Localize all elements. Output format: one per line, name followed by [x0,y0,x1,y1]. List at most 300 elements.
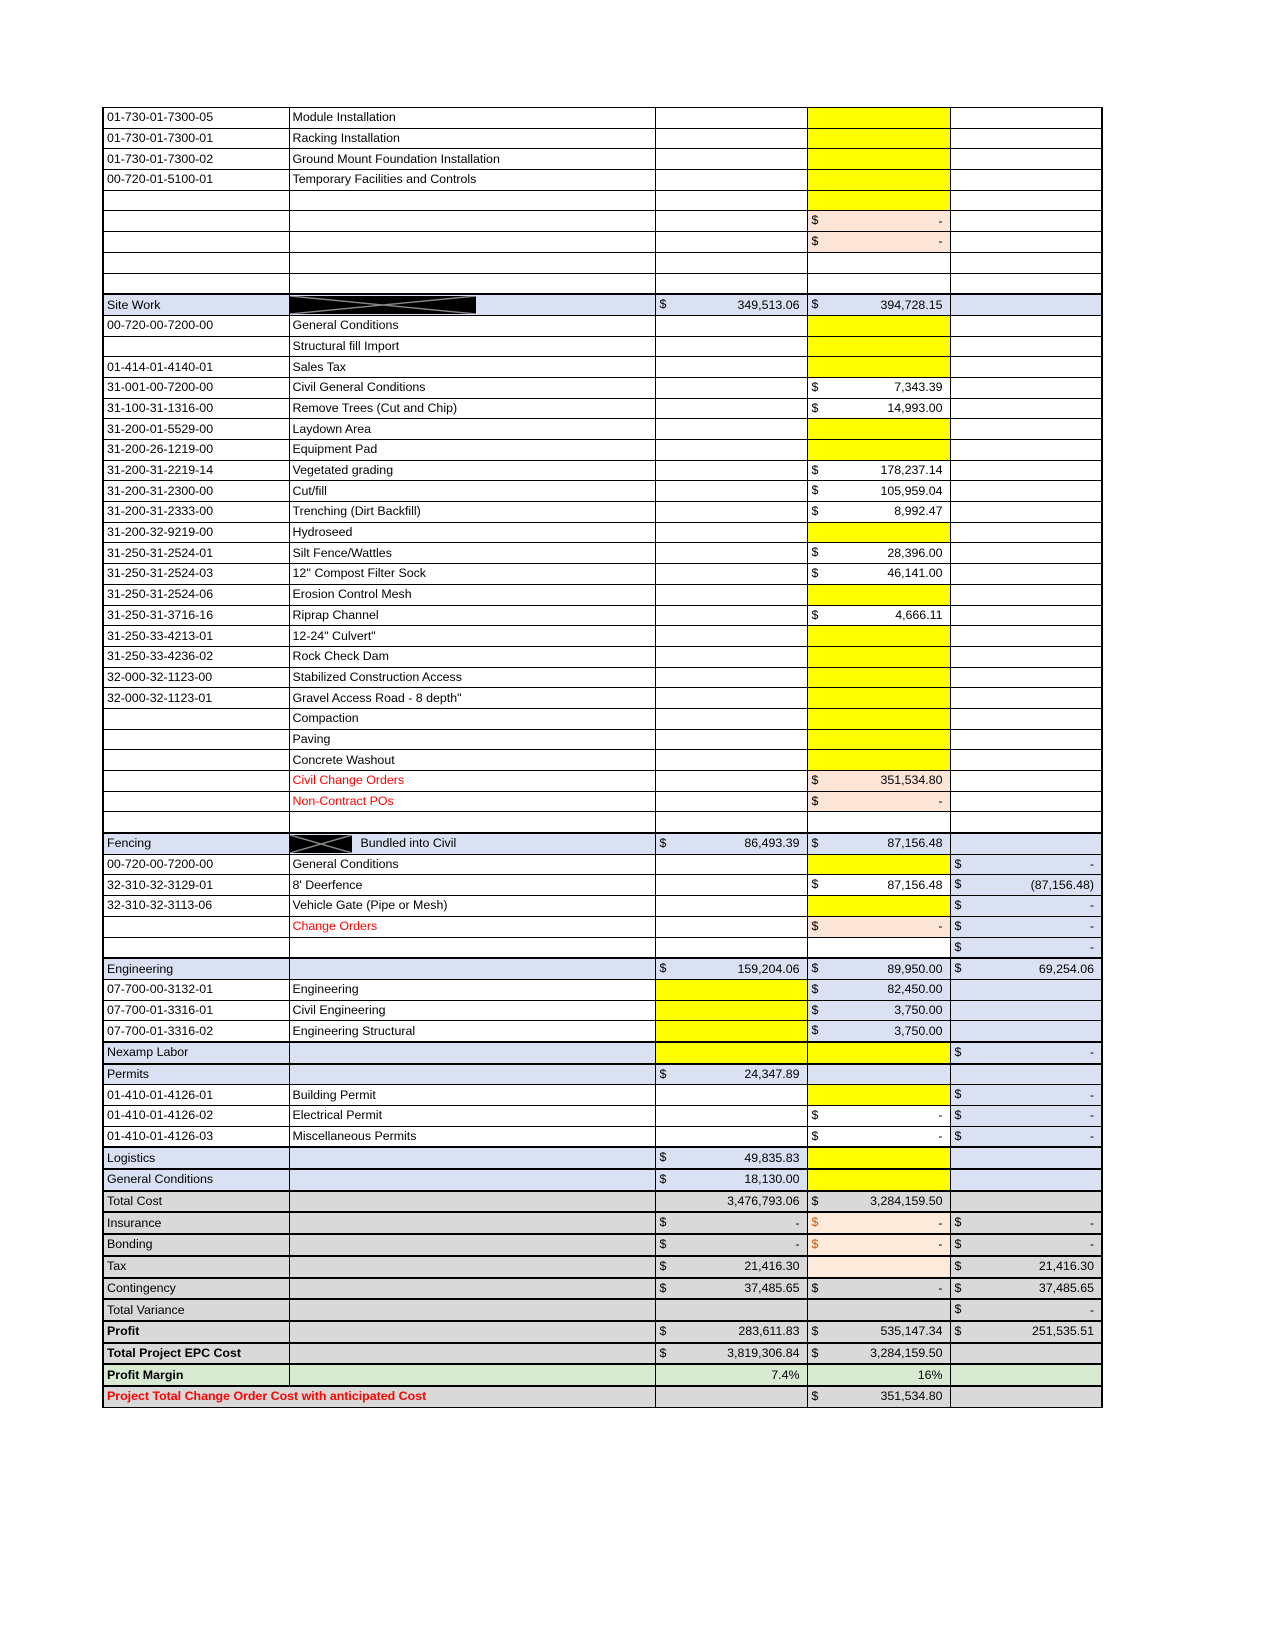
cell-actual[interactable] [807,481,950,502]
cell-actual[interactable] [807,190,950,211]
cell-budget[interactable] [655,854,807,875]
cell-budget[interactable] [655,440,807,461]
cell-cost-code[interactable] [103,1106,289,1127]
cell-variance[interactable] [950,1085,1102,1106]
cell-actual[interactable] [807,460,950,481]
cell-actual[interactable] [807,750,950,771]
cell-budget[interactable] [655,170,807,191]
cell-cost-code[interactable] [103,294,289,315]
cell-variance[interactable] [950,211,1102,232]
cell-budget[interactable] [655,791,807,812]
cell-cost-code[interactable] [103,1021,289,1042]
cell-actual[interactable] [807,1299,950,1321]
cell-variance[interactable] [950,336,1102,357]
cell-actual[interactable] [807,833,950,854]
cell-budget[interactable] [655,273,807,294]
cell-budget[interactable] [655,626,807,647]
cell-variance[interactable] [950,688,1102,709]
cell-cost-code[interactable] [103,1147,289,1169]
cell-cost-code[interactable] [103,1042,289,1064]
cell-cost-code[interactable] [103,1299,289,1321]
cell-cost-code[interactable] [103,1191,289,1213]
cell-actual[interactable] [807,1212,950,1234]
cell-description[interactable] [289,170,655,191]
cell-budget[interactable] [655,896,807,917]
cell-actual[interactable] [807,1191,950,1213]
cell-variance[interactable] [950,1126,1102,1147]
cell-cost-code[interactable] [103,646,289,667]
cell-actual[interactable] [807,398,950,419]
cell-description[interactable] [289,543,655,564]
cell-cost-code[interactable] [103,1169,289,1191]
cell-budget[interactable] [655,419,807,440]
cell-actual[interactable] [807,979,950,1000]
cell-budget[interactable] [655,522,807,543]
cell-description[interactable] [289,315,655,336]
cell-description[interactable] [289,440,655,461]
cell-actual[interactable] [807,419,950,440]
cell-budget[interactable] [655,1343,807,1365]
cell-variance[interactable] [950,875,1102,896]
cell-variance[interactable] [950,1212,1102,1234]
cell-actual[interactable] [807,1085,950,1106]
cell-budget[interactable] [655,108,807,129]
cell-budget[interactable] [655,750,807,771]
cell-description[interactable] [289,1106,655,1127]
cell-description[interactable] [289,875,655,896]
cell-description[interactable] [289,958,655,979]
cell-actual[interactable] [807,1321,950,1343]
cell-actual[interactable] [807,377,950,398]
cell-actual[interactable] [807,564,950,585]
cell-description[interactable] [289,896,655,917]
cell-budget[interactable] [655,1042,807,1064]
cell-actual[interactable] [807,1126,950,1147]
cell-actual[interactable] [807,896,950,917]
cell-actual[interactable] [807,502,950,523]
cell-variance[interactable] [950,149,1102,170]
cell-budget[interactable] [655,398,807,419]
cell-cost-code[interactable] [103,273,289,294]
cell-variance[interactable] [950,791,1102,812]
cell-actual[interactable] [807,170,950,191]
cell-budget[interactable] [655,646,807,667]
cell-variance[interactable] [950,377,1102,398]
cell-cost-code[interactable] [103,1064,289,1085]
cell-description[interactable] [289,584,655,605]
cell-variance[interactable] [950,1256,1102,1278]
cell-description[interactable] [289,771,655,792]
cell-budget[interactable] [655,1299,807,1321]
cell-description[interactable] [289,252,655,273]
cell-budget[interactable] [655,1106,807,1127]
cell-budget[interactable] [655,1169,807,1191]
cell-variance[interactable] [950,398,1102,419]
cell-cost-code[interactable] [103,605,289,626]
cell-budget[interactable] [655,460,807,481]
cell-variance[interactable] [950,916,1102,937]
cell-actual[interactable] [807,1343,950,1365]
cell-description[interactable] [289,1169,655,1191]
cell-description[interactable] [289,398,655,419]
cell-budget[interactable] [655,1278,807,1300]
cell-budget[interactable] [655,252,807,273]
cell-cost-code[interactable] [103,108,289,129]
cell-variance[interactable] [950,1278,1102,1300]
cell-cost-code[interactable] [103,688,289,709]
cell-variance[interactable] [950,812,1102,833]
cell-description[interactable] [289,833,655,854]
cell-actual[interactable] [807,667,950,688]
cell-variance[interactable] [950,502,1102,523]
cell-variance[interactable] [950,522,1102,543]
cell-variance[interactable] [950,108,1102,129]
cell-description[interactable] [289,190,655,211]
cell-description[interactable] [289,460,655,481]
cell-variance[interactable] [950,833,1102,854]
cell-cost-code[interactable] [103,1126,289,1147]
cell-cost-code[interactable] [103,1386,655,1407]
cell-cost-code[interactable] [103,1278,289,1300]
cell-variance[interactable] [950,708,1102,729]
cell-cost-code[interactable] [103,1212,289,1234]
cell-cost-code[interactable] [103,979,289,1000]
cell-description[interactable] [289,812,655,833]
cell-variance[interactable] [950,170,1102,191]
cell-cost-code[interactable] [103,1364,289,1386]
cell-description[interactable] [289,1147,655,1169]
cell-cost-code[interactable] [103,1256,289,1278]
cell-cost-code[interactable] [103,149,289,170]
cell-variance[interactable] [950,605,1102,626]
cell-variance[interactable] [950,896,1102,917]
cell-description[interactable] [289,273,655,294]
cell-actual[interactable] [807,1234,950,1256]
cell-actual[interactable] [807,1021,950,1042]
cell-variance[interactable] [950,543,1102,564]
cell-cost-code[interactable] [103,729,289,750]
cell-description[interactable] [289,916,655,937]
cell-variance[interactable] [950,232,1102,253]
cell-variance[interactable] [950,626,1102,647]
cell-description[interactable] [289,729,655,750]
cell-cost-code[interactable] [103,1085,289,1106]
cell-actual[interactable] [807,875,950,896]
cell-actual[interactable] [807,294,950,315]
cell-actual[interactable] [807,315,950,336]
cell-actual[interactable] [807,211,950,232]
cell-description[interactable] [289,522,655,543]
cell-variance[interactable] [950,481,1102,502]
cell-variance[interactable] [950,1064,1102,1085]
cell-budget[interactable] [655,211,807,232]
cell-budget[interactable] [655,232,807,253]
cell-variance[interactable] [950,273,1102,294]
cell-actual[interactable] [807,646,950,667]
cell-variance[interactable] [950,1191,1102,1213]
cell-cost-code[interactable] [103,252,289,273]
cell-cost-code[interactable] [103,1000,289,1021]
cell-description[interactable] [289,667,655,688]
cell-description[interactable] [289,626,655,647]
cell-actual[interactable] [807,771,950,792]
cell-actual[interactable] [807,688,950,709]
cell-budget[interactable] [655,916,807,937]
cell-description[interactable] [289,336,655,357]
cell-description[interactable] [289,1321,655,1343]
cell-variance[interactable] [950,1147,1102,1169]
cell-actual[interactable] [807,812,950,833]
cell-description[interactable] [289,1042,655,1064]
cell-budget[interactable] [655,833,807,854]
cell-description[interactable] [289,1191,655,1213]
cell-cost-code[interactable] [103,771,289,792]
cell-cost-code[interactable] [103,543,289,564]
cell-actual[interactable] [807,916,950,937]
cell-budget[interactable] [655,1064,807,1085]
cell-variance[interactable] [950,357,1102,378]
cell-cost-code[interactable] [103,564,289,585]
cell-description[interactable] [289,750,655,771]
cell-budget[interactable] [655,688,807,709]
cell-budget[interactable] [655,1256,807,1278]
cell-variance[interactable] [950,128,1102,149]
cell-description[interactable] [289,1126,655,1147]
cell-variance[interactable] [950,315,1102,336]
cell-budget[interactable] [655,1212,807,1234]
cell-cost-code[interactable] [103,460,289,481]
cell-variance[interactable] [950,1364,1102,1386]
cell-actual[interactable] [807,108,950,129]
cell-cost-code[interactable] [103,377,289,398]
cell-actual[interactable] [807,1364,950,1386]
cell-cost-code[interactable] [103,232,289,253]
cell-variance[interactable] [950,1000,1102,1021]
cell-cost-code[interactable] [103,667,289,688]
cell-budget[interactable] [655,190,807,211]
cell-actual[interactable] [807,626,950,647]
cell-actual[interactable] [807,584,950,605]
cell-description[interactable] [289,1278,655,1300]
cell-cost-code[interactable] [103,170,289,191]
cell-actual[interactable] [807,522,950,543]
cell-variance[interactable] [950,1106,1102,1127]
cell-budget[interactable] [655,1021,807,1042]
cell-description[interactable] [289,1364,655,1386]
cell-budget[interactable] [655,377,807,398]
cell-variance[interactable] [950,1234,1102,1256]
cell-budget[interactable] [655,336,807,357]
cell-budget[interactable] [655,315,807,336]
cell-cost-code[interactable] [103,937,289,958]
cell-description[interactable] [289,232,655,253]
cell-budget[interactable] [655,958,807,979]
cell-variance[interactable] [950,1321,1102,1343]
cell-variance[interactable] [950,1386,1102,1407]
cell-cost-code[interactable] [103,128,289,149]
cell-budget[interactable] [655,128,807,149]
cell-budget[interactable] [655,708,807,729]
cell-variance[interactable] [950,1299,1102,1321]
cell-variance[interactable] [950,294,1102,315]
cell-actual[interactable] [807,232,950,253]
cell-description[interactable] [289,854,655,875]
cell-variance[interactable] [950,564,1102,585]
cell-variance[interactable] [950,460,1102,481]
cell-cost-code[interactable] [103,1343,289,1365]
cell-budget[interactable] [655,1126,807,1147]
cell-budget[interactable] [655,1364,807,1386]
cell-actual[interactable] [807,1386,950,1407]
cell-actual[interactable] [807,336,950,357]
cell-description[interactable] [289,149,655,170]
cell-description[interactable] [289,128,655,149]
cell-actual[interactable] [807,1064,950,1085]
cell-cost-code[interactable] [103,916,289,937]
cell-budget[interactable] [655,1234,807,1256]
cell-cost-code[interactable] [103,626,289,647]
cell-description[interactable] [289,1085,655,1106]
cell-cost-code[interactable] [103,315,289,336]
cell-cost-code[interactable] [103,896,289,917]
cell-actual[interactable] [807,1278,950,1300]
cell-variance[interactable] [950,937,1102,958]
cell-description[interactable] [289,357,655,378]
cell-budget[interactable] [655,502,807,523]
cell-variance[interactable] [950,729,1102,750]
cell-actual[interactable] [807,1042,950,1064]
cell-description[interactable] [289,688,655,709]
cell-description[interactable] [289,708,655,729]
cell-actual[interactable] [807,149,950,170]
cell-actual[interactable] [807,1000,950,1021]
cell-cost-code[interactable] [103,708,289,729]
cell-description[interactable] [289,1343,655,1365]
cell-variance[interactable] [950,667,1102,688]
cell-budget[interactable] [655,771,807,792]
cell-budget[interactable] [655,584,807,605]
cell-budget[interactable] [655,1147,807,1169]
cell-actual[interactable] [807,729,950,750]
cell-actual[interactable] [807,1147,950,1169]
cell-description[interactable] [289,1299,655,1321]
cell-cost-code[interactable] [103,854,289,875]
cell-actual[interactable] [807,440,950,461]
cell-cost-code[interactable] [103,791,289,812]
cell-cost-code[interactable] [103,419,289,440]
cell-description[interactable] [289,294,655,315]
cell-variance[interactable] [950,190,1102,211]
cell-budget[interactable] [655,481,807,502]
cell-cost-code[interactable] [103,440,289,461]
cell-budget[interactable] [655,875,807,896]
cell-actual[interactable] [807,273,950,294]
cell-cost-code[interactable] [103,522,289,543]
cell-description[interactable] [289,502,655,523]
cell-cost-code[interactable] [103,502,289,523]
cell-budget[interactable] [655,294,807,315]
cell-cost-code[interactable] [103,812,289,833]
cell-description[interactable] [289,377,655,398]
cell-actual[interactable] [807,854,950,875]
cell-variance[interactable] [950,1021,1102,1042]
cell-cost-code[interactable] [103,750,289,771]
cell-variance[interactable] [950,854,1102,875]
cell-description[interactable] [289,108,655,129]
cell-budget[interactable] [655,543,807,564]
cell-actual[interactable] [807,605,950,626]
cell-variance[interactable] [950,584,1102,605]
cell-budget[interactable] [655,605,807,626]
cell-description[interactable] [289,481,655,502]
cell-cost-code[interactable] [103,357,289,378]
cell-variance[interactable] [950,979,1102,1000]
cell-cost-code[interactable] [103,1321,289,1343]
cell-cost-code[interactable] [103,481,289,502]
cell-variance[interactable] [950,958,1102,979]
cell-variance[interactable] [950,771,1102,792]
cell-description[interactable] [289,1212,655,1234]
cell-actual[interactable] [807,543,950,564]
cell-budget[interactable] [655,1085,807,1106]
cell-cost-code[interactable] [103,190,289,211]
cell-cost-code[interactable] [103,584,289,605]
cell-description[interactable] [289,419,655,440]
cell-actual[interactable] [807,958,950,979]
cell-actual[interactable] [807,357,950,378]
cell-variance[interactable] [950,646,1102,667]
cell-actual[interactable] [807,1106,950,1127]
cell-cost-code[interactable] [103,958,289,979]
cell-cost-code[interactable] [103,336,289,357]
cell-budget[interactable] [655,979,807,1000]
cell-cost-code[interactable] [103,398,289,419]
cell-description[interactable] [289,1234,655,1256]
cell-cost-code[interactable] [103,833,289,854]
cell-variance[interactable] [950,1169,1102,1191]
cell-actual[interactable] [807,252,950,273]
cell-description[interactable] [289,937,655,958]
cell-description[interactable] [289,211,655,232]
cell-description[interactable] [289,605,655,626]
cell-description[interactable] [289,979,655,1000]
cell-actual[interactable] [807,791,950,812]
cell-actual[interactable] [807,1169,950,1191]
cell-cost-code[interactable] [103,875,289,896]
cell-cost-code[interactable] [103,211,289,232]
cell-variance[interactable] [950,1042,1102,1064]
cell-variance[interactable] [950,1343,1102,1365]
cell-description[interactable] [289,1000,655,1021]
cell-actual[interactable] [807,708,950,729]
cell-description[interactable] [289,564,655,585]
cell-variance[interactable] [950,252,1102,273]
cell-budget[interactable] [655,937,807,958]
cell-budget[interactable] [655,357,807,378]
cell-description[interactable] [289,1256,655,1278]
cell-description[interactable] [289,646,655,667]
cell-budget[interactable] [655,564,807,585]
cell-budget[interactable] [655,1000,807,1021]
cell-description[interactable] [289,1064,655,1085]
cell-description[interactable] [289,1021,655,1042]
cell-variance[interactable] [950,419,1102,440]
cell-budget[interactable] [655,667,807,688]
cell-budget[interactable] [655,149,807,170]
cell-budget[interactable] [655,1191,807,1213]
cell-variance[interactable] [950,750,1102,771]
cell-actual[interactable] [807,937,950,958]
